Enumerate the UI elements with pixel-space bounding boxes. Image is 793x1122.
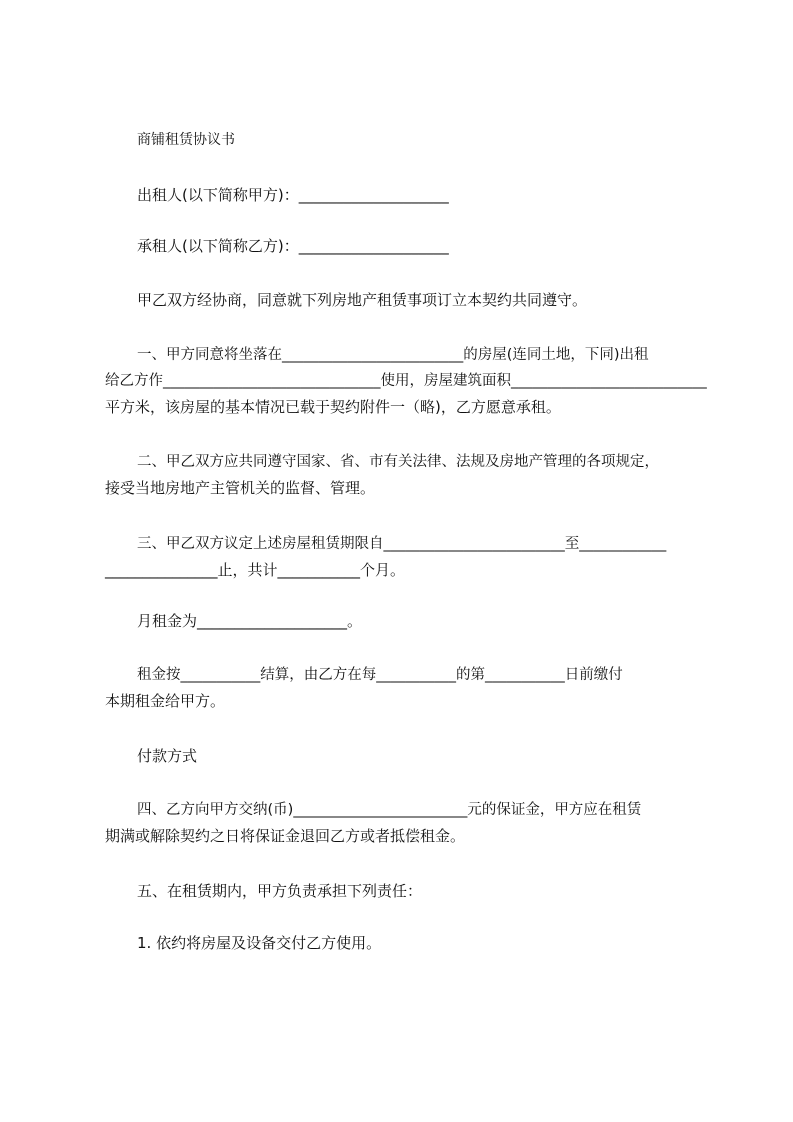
clause-1-line-3: 平方米，该房屋的基本情况已载于契约附件一（略)，乙方愿意承租。 — [105, 398, 561, 416]
clause-5-heading: 五、在租赁期内，甲方负责承担下列责任： — [137, 882, 423, 900]
rent-payment-line-2: 本期租金给甲方。 — [105, 692, 226, 710]
lessor-line: 出租人(以下简称甲方)：____________________ — [137, 186, 449, 204]
clause-1-line-1: 一、甲方同意将坐落在_________________________的房屋(连同土地，下同)出租 — [137, 347, 649, 363]
document-title: 商铺租赁协议书 — [137, 132, 235, 148]
clause-5-item-1: 1. 依约将房屋及设备交付乙方使用。 — [137, 934, 382, 952]
clause-3-line-1: 三、甲乙双方议定上述房屋租赁期限自_________________________至____________ — [137, 536, 667, 552]
monthly-rent-line: 月租金为____________________。 — [137, 612, 363, 630]
clause-4-line-1: 四、乙方向甲方交纳(币)________________________元的保证金，甲方应在租赁 — [137, 802, 642, 818]
lessee-line: 承租人(以下简称乙方)：____________________ — [137, 237, 449, 255]
clause-4-line-2: 期满或解除契约之日将保证金退回乙方或者抵偿租金。 — [105, 827, 466, 845]
clause-2-line-2: 接受当地房地产主管机关的监督、管理。 — [105, 479, 376, 497]
intro-paragraph: 甲乙双方经协商，同意就下列房地产租赁事项订立本契约共同遵守。 — [137, 291, 588, 309]
rent-payment-line-1: 租金按___________结算，由乙方在每___________的第___________日前缴付 — [137, 667, 623, 683]
clause-1-line-2: 给乙方作______________________________使用，房屋建筑面积___________________________ — [105, 373, 707, 389]
clause-3-line-2: _______________止，共计___________个月。 — [105, 561, 406, 579]
clause-2-line-1: 二、甲乙双方应共同遵守国家、省、市有关法律、法规及房地产管理的各项规定， — [137, 454, 659, 470]
payment-method-heading: 付款方式 — [137, 747, 198, 765]
